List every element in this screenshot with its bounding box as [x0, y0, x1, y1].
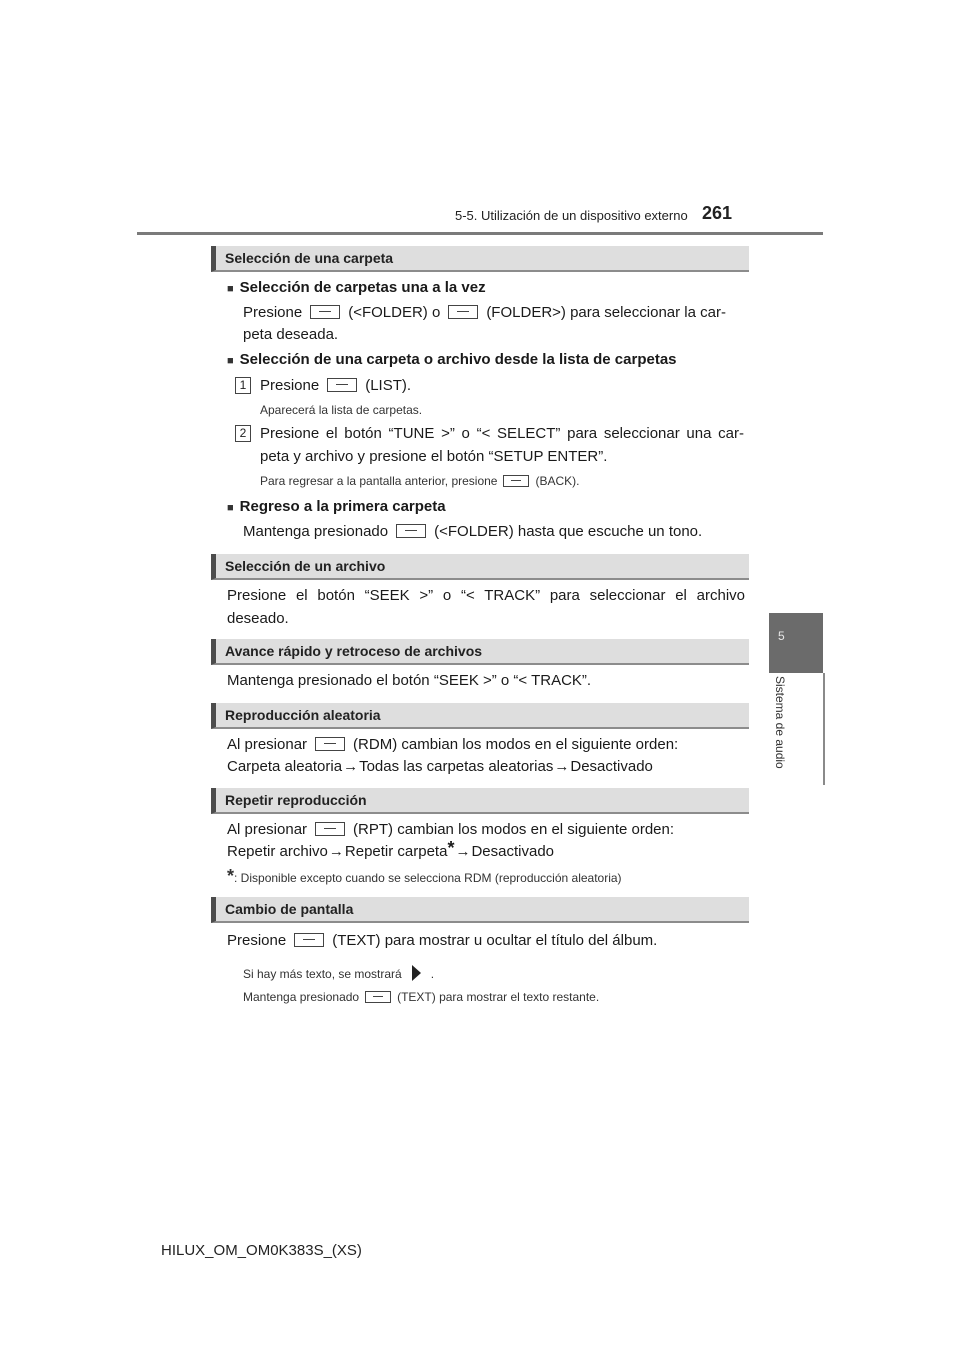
chapter-label: Sistema de audio [773, 676, 787, 769]
rdm-button-icon [315, 737, 345, 751]
section-header-file: Selección de un archivo [211, 554, 749, 580]
paragraph-first-folder: Mantenga presionado (<FOLDER) hasta que escuche un tono. [243, 523, 703, 540]
step-2-text: Presione el botón “TUNE >” o “< SELECT” para seleccionar una car- peta y archivo y presione el botón “SETUP ENTER”. [260, 425, 744, 465]
header-rule [137, 232, 823, 235]
bullet-icon: ■ [227, 502, 234, 514]
arrow-right-icon: → [328, 843, 344, 860]
footnote-marker: * [447, 838, 455, 858]
arrow-right-icon: → [554, 758, 570, 775]
paragraph-repeat: Al presionar (RPT) cambian los modos en el siguiente orden: [227, 821, 675, 838]
footnote-marker: * [227, 866, 235, 886]
folder-up-button-icon [448, 305, 478, 319]
repeat-sequence: Repetir archivo→Repetir carpeta*→Desactivado [227, 838, 555, 860]
paragraph-file: Presione el botón “SEEK >” o “< TRACK” para seleccionar el archivo deseado. [227, 587, 745, 627]
section-header-fast-forward: Avance rápido y retroceso de archivos [211, 639, 749, 665]
paragraph-display: Presione (TEXT) para mostrar u ocultar el título del álbum. [227, 932, 658, 949]
display-note-1: Si hay más texto, se mostrará . [243, 967, 435, 981]
list-button-icon [327, 378, 357, 392]
section-header-folder: Selección de una carpeta [211, 246, 749, 272]
bullet-icon: ■ [227, 283, 234, 295]
chapter-tab [769, 613, 823, 673]
rpt-button-icon [315, 822, 345, 836]
step-badge-2: 2 [235, 425, 251, 442]
paragraph-fast-forward: Mantenga presionado el botón “SEEK >” o “< TRACK”. [227, 672, 592, 689]
step-1-note: Aparecerá la lista de carpetas. [260, 403, 423, 417]
display-note-2: Mantenga presionado (TEXT) para mostrar el texto restante. [243, 990, 600, 1004]
arrow-right-icon: → [455, 843, 471, 860]
step-2-note: Para regresar a la pantalla anterior, presione (BACK). [260, 474, 580, 488]
random-sequence: Carpeta aleatoria→Todas las carpetas aleatorias→Desactivado [227, 758, 653, 775]
header-section-title: 5-5. Utilización de un dispositivo externo [455, 208, 688, 223]
repeat-footnote: *: Disponible excepto cuando se selecciona RDM (reproducción aleatoria) [227, 866, 622, 886]
paragraph-random: Al presionar (RDM) cambian los modos en el siguiente orden: [227, 736, 679, 753]
arrow-right-icon: → [343, 758, 359, 775]
section-header-repeat: Repetir reproducción [211, 788, 749, 814]
folder-down-button-icon [310, 305, 340, 319]
chapter-side-rule [823, 673, 825, 785]
back-button-icon [503, 475, 529, 487]
page-number: 261 [702, 203, 733, 223]
paragraph-folder-one: Presione (<FOLDER) o (FOLDER>) para seleccionar la car- [243, 304, 726, 321]
step-badge-1: 1 [235, 377, 251, 394]
subheading-first-folder: ■ Regreso a la primera carpeta [227, 498, 446, 515]
chapter-number: 5 [778, 629, 785, 643]
document-code-footer: HILUX_OM_OM0K383S_(XS) [161, 1242, 362, 1259]
section-header-display: Cambio de pantalla [211, 897, 749, 923]
text-button-icon [365, 991, 391, 1003]
paragraph-folder-one-cont: peta deseada. [243, 326, 339, 343]
section-header-random: Reproducción aleatoria [211, 703, 749, 729]
subheading-folder-one: ■ Selección de carpetas una a la vez [227, 279, 486, 296]
subheading-folder-list: ■ Selección de una carpeta o archivo desde la lista de carpetas [227, 351, 677, 368]
text-button-icon [294, 933, 324, 947]
more-text-indicator-icon [412, 965, 421, 981]
folder-down-button-icon [396, 524, 426, 538]
step-1-text: Presione (LIST). [260, 377, 412, 394]
bullet-icon: ■ [227, 355, 234, 367]
